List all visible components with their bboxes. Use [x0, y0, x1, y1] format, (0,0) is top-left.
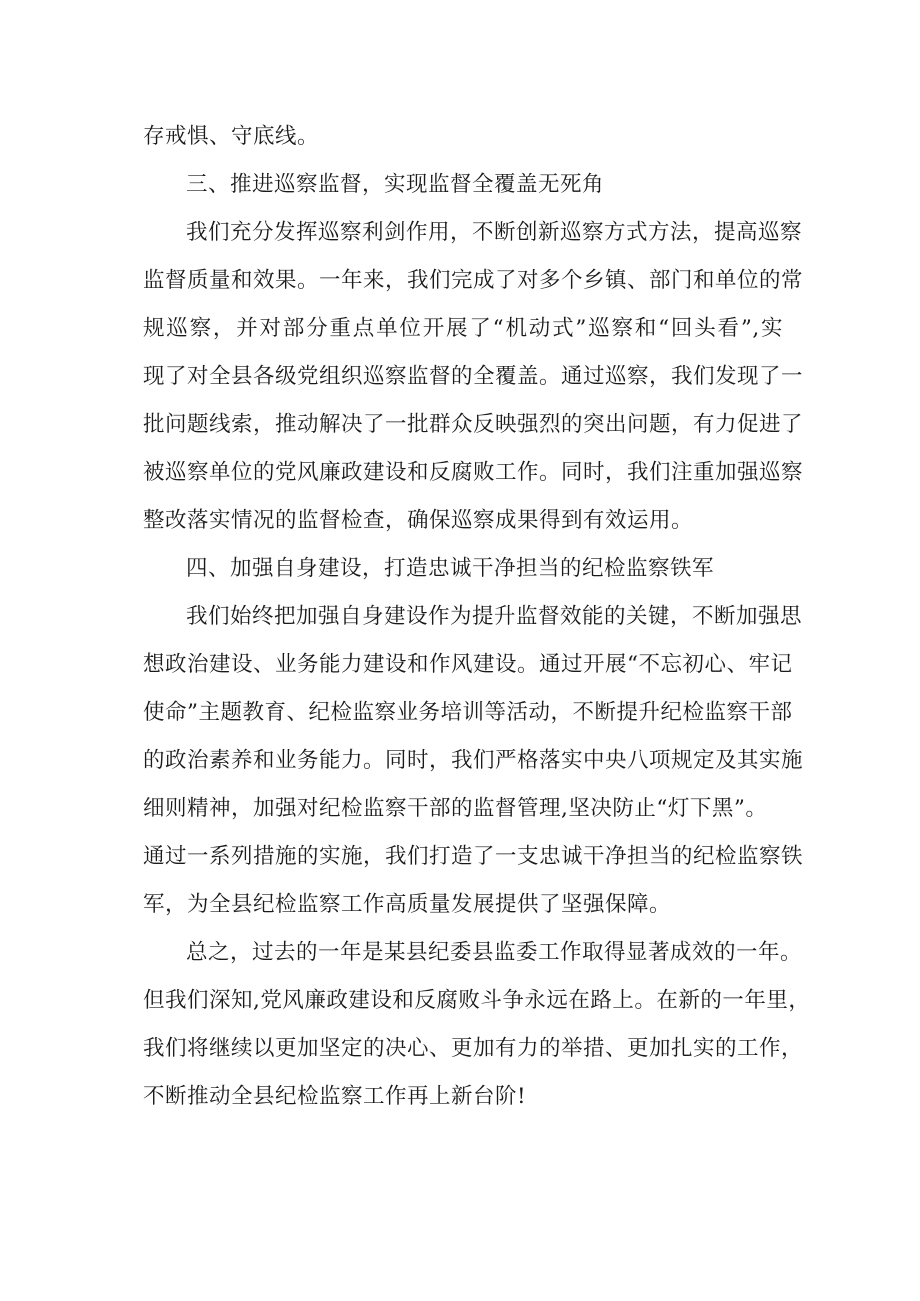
text-line: 监督质量和效果。一年来，我们完成了对多个乡镇、部门和单位的常	[143, 268, 804, 293]
text-line: 总之，过去的一年是某县纪委县监委工作取得显著成效的一年。	[186, 940, 803, 965]
text-line: 使命”主题教育、纪检监察业务培训等活动，不断提升纪检监察干部	[143, 700, 793, 725]
text-line: 存戒惧、守底线。	[143, 124, 320, 149]
text-line: 我们始终把加强自身建设作为提升监督效能的关键，不断加强思	[186, 604, 803, 629]
text-line: 现了对全县各级党组织巡察监督的全覆盖。通过巡察，我们发现了一	[143, 364, 804, 389]
text-line: 军，为全县纪检监察工作高质量发展提供了坚强保障。	[143, 892, 672, 917]
text-line: 但我们深知,党风廉政建设和反腐败斗争永远在路上。在新的一年里，	[143, 988, 811, 1013]
text-line: 批问题线索，推动解决了一批群众反映强烈的突出问题，有力促进了	[143, 412, 804, 437]
text-line: 我们将继续以更加坚定的决心、更加有力的举措、更加扎实的工作，	[143, 1036, 804, 1061]
section-heading: 三、推进巡察监督，实现监督全覆盖无死角	[186, 172, 605, 197]
section-heading: 四、加强自身建设，打造忠诚干净担当的纪检监察铁军	[186, 556, 715, 581]
text-line: 整改落实情况的监督检查，确保巡察成果得到有效运用。	[143, 508, 694, 533]
text-line: 我们充分发挥巡察利剑作用，不断创新巡察方式方法，提高巡察	[186, 220, 803, 245]
text-line: 通过一系列措施的实施，我们打造了一支忠诚干净担当的纪检监察铁	[143, 844, 804, 869]
text-line: 细则精神，加强对纪检监察干部的监督管理,坚决防止“灯下黑”。	[143, 796, 768, 821]
text-line: 的政治素养和业务能力。同时，我们严格落实中央八项规定及其实施	[143, 748, 804, 773]
text-line: 想政治建设、业务能力建设和作风建设。通过开展“不忘初心、牢记	[143, 652, 793, 677]
text-line: 被巡察单位的党风廉政建设和反腐败工作。同时，我们注重加强巡察	[143, 460, 804, 485]
text-line: 规巡察，并对部分重点单位开展了“机动式”巡察和“回头看”,实	[143, 316, 783, 341]
text-line: 不断推动全县纪检监察工作再上新台阶!	[143, 1084, 527, 1109]
